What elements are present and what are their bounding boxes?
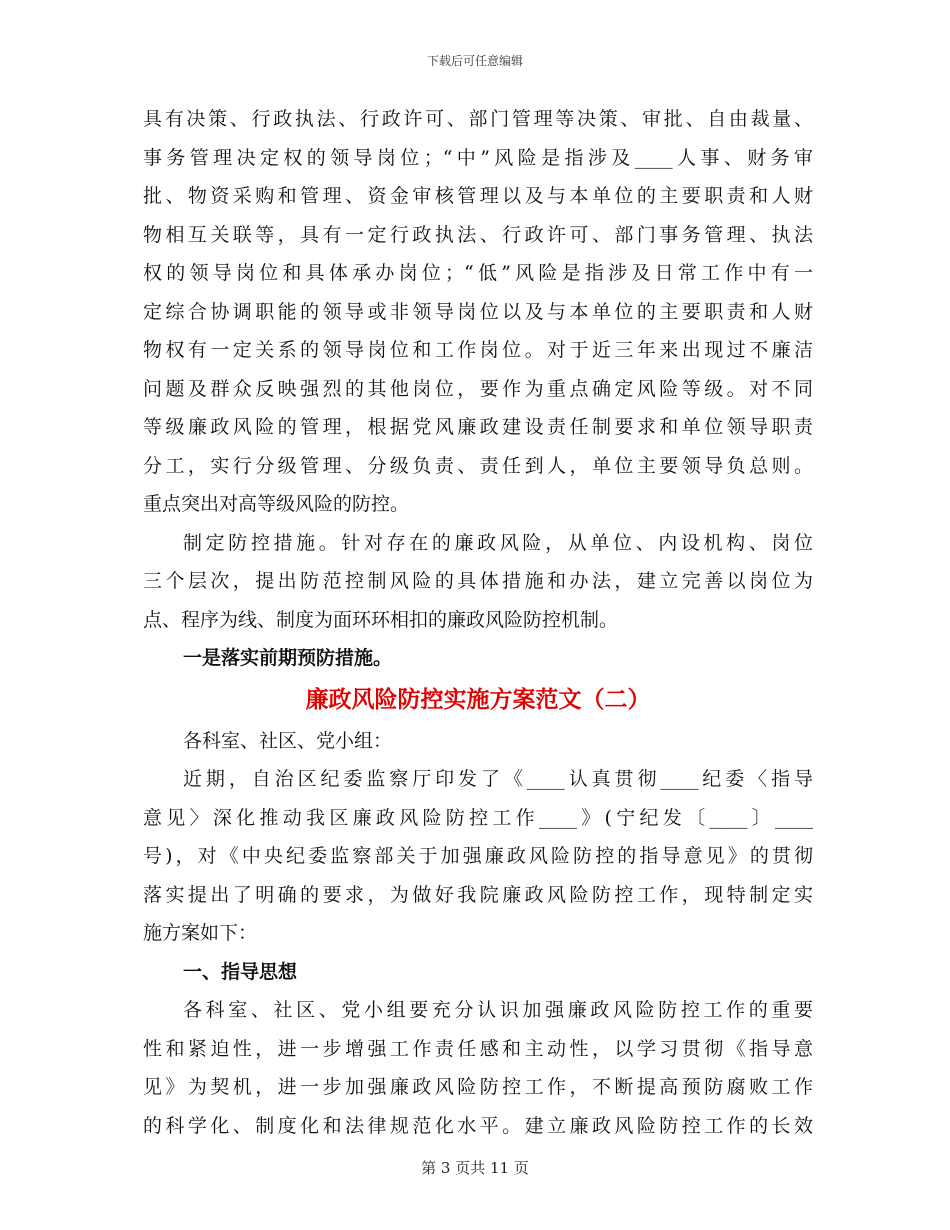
section-title: 廉政风险防控实施方案范文（二） <box>305 685 651 713</box>
paragraph-line: 物相互关联等，具有一定行政执法、行政许可、部门事务管理、执法 <box>143 223 813 246</box>
document-body <box>143 100 813 1145</box>
page-header-note: 下载后可任意编辑 <box>426 54 523 68</box>
paragraph-line: 意见〉深化推动我区廉政风险防控工作____》(宁纪发〔____〕____ <box>143 806 813 829</box>
paragraph-line: 具有决策、行政执法、行政许可、部门管理等决策、审批、自由裁量、 <box>143 108 813 130</box>
paragraph-line: 的科学化、制度化和法律规范化水平。建立廉政风险防控工作的长效 <box>143 1114 813 1137</box>
subheading-line: 一是落实前期预防措施。 <box>183 647 393 669</box>
paragraph-line: 制定防控措施。针对存在的廉政风险，从单位、内设机构、岗位 <box>183 531 813 554</box>
paragraph-line: 点、程序为线、制度为面环环相扣的廉政风险防控机制。 <box>143 608 619 631</box>
paragraph-line: 各科室、社区、党小组要充分认识加强廉政风险防控工作的重要 <box>183 999 813 1021</box>
paragraph-line: 问题及群众反映强烈的其他岗位，要作为重点确定风险等级。对不同 <box>143 377 813 400</box>
paragraph-line: 施方案如下： <box>143 922 258 944</box>
paragraph-line: 事务管理决定权的领导岗位；“中”风险是指涉及____人事、财务审 <box>143 146 813 169</box>
paragraph-line: 性和紧迫性，进一步增强工作责任感和主动性，以学习贯彻《指导意 <box>143 1037 813 1060</box>
paragraph-line: 批、物资采购和管理、资金审核管理以及与本单位的主要职责和人财 <box>143 185 813 207</box>
page-number: 第 3 页共 11 页 <box>421 1159 529 1177</box>
paragraph-line: 定综合协调职能的领导或非领导岗位以及与本单位的主要职责和人财 <box>143 300 813 323</box>
paragraph-line: 分工，实行分级管理、分级负责、责任到人，单位主要领导负总则。 <box>143 454 813 477</box>
paragraph-line: 见》为契机，进一步加强廉政风险防控工作，不断提高预防腐败工作 <box>143 1076 813 1098</box>
subheading-line: 一、指导思想 <box>183 960 298 983</box>
paragraph-line: 等级廉政风险的管理，根据党风廉政建设责任制要求和单位领导职责 <box>143 416 813 438</box>
paragraph-line: 权的领导岗位和具体承办岗位；“低”风险是指涉及日常工作中有一 <box>143 262 813 284</box>
paragraph-line: 三个层次，提出防范控制风险的具体措施和办法，建立完善以岗位为 <box>143 570 813 592</box>
salutation-line: 各科室、社区、党小组： <box>183 729 393 752</box>
paragraph-line: 号)，对《中央纪委监察部关于加强廉政风险防控的指导意见》的贯彻 <box>143 845 813 867</box>
paragraph-line: 近期，自治区纪委监察厅印发了《____认真贯彻____纪委〈指导 <box>183 768 813 790</box>
paragraph-line: 重点突出对高等级风险的防控。 <box>143 493 410 515</box>
paragraph-line: 物权有一定关系的领导岗位和工作岗位。对于近三年来出现过不廉洁 <box>143 339 813 361</box>
paragraph-line: 落实提出了明确的要求，为做好我院廉政风险防控工作，现特制定实 <box>143 883 813 906</box>
